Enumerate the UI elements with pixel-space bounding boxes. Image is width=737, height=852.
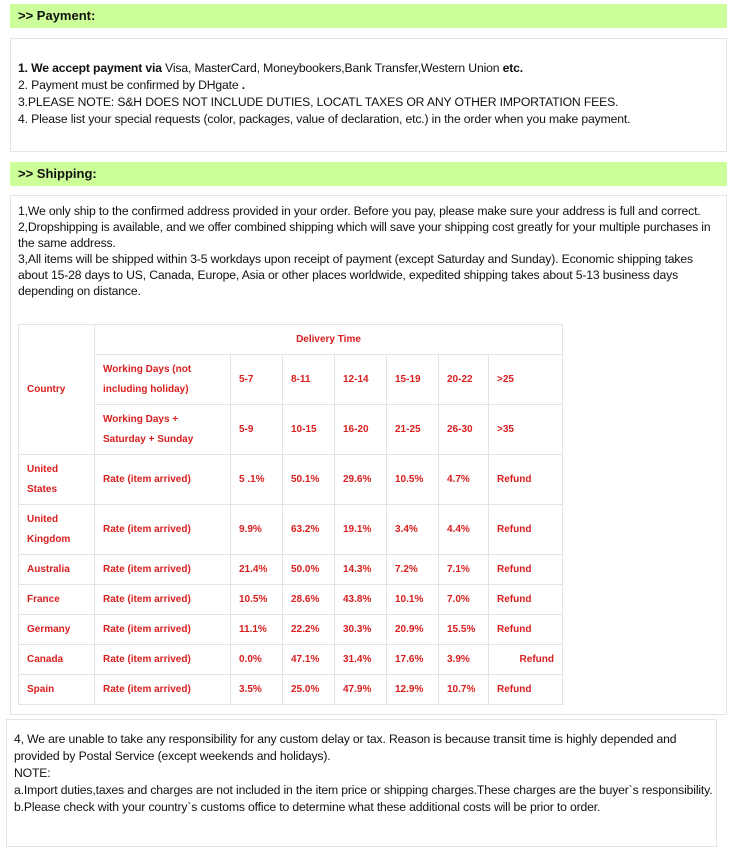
payment-line-1-etc: etc. [502, 61, 524, 75]
rate-cell: 30.3% [335, 615, 387, 645]
rate-cell: 22.2% [283, 615, 335, 645]
rate-cell: Refund [489, 645, 563, 675]
working-days-label: Working Days (not including holiday) [95, 355, 231, 405]
shipping-para-2: 2,Dropshipping is available, and we offer combined shipping which will save your shipping cost greatly for your multiple purchases in the same address. [18, 220, 711, 250]
country-cell: Spain [19, 675, 95, 705]
notes [14, 731, 719, 816]
payment-line-2 [18, 77, 630, 94]
country-cell: United Kingdom [19, 505, 95, 555]
working-sat-cell: 10-15 [283, 405, 335, 455]
rate-cell: 5 .1% [231, 455, 283, 505]
table-row [19, 505, 563, 555]
rate-label: Rate (item arrived) [95, 455, 231, 505]
working-days-cell: >25 [489, 355, 563, 405]
rate-cell: 50.0% [283, 555, 335, 585]
rate-cell: Refund [489, 675, 563, 705]
rate-cell: 25.0% [283, 675, 335, 705]
working-sat-cell: 16-20 [335, 405, 387, 455]
country-cell: Australia [19, 555, 95, 585]
working-sat-label: Working Days + Saturday + Sunday [95, 405, 231, 455]
rate-cell: 12.9% [387, 675, 439, 705]
notes-item-a: a.Import duties,taxes and charges are not included in the item price or shipping charges.These charges are the buyer`s responsibility. [14, 783, 713, 797]
rate-cell: Refund [489, 555, 563, 585]
rate-cell: 47.9% [335, 675, 387, 705]
shipping-para-3: 3,All items will be shipped within 3-5 workdays upon receipt of payment (except Saturday and Sunday). Economic shipping takes about 15-28 days to US, Canada, Europe, Asia or other places worldwide, expedited shipping takes about 5-13 business days depending on distance. [18, 252, 693, 298]
table-row [19, 645, 563, 675]
rate-cell: 9.9% [231, 505, 283, 555]
notes-label: NOTE: [14, 766, 51, 780]
notes-item-b: b.Please check with your country`s customs office to determine what these additional costs will be prior to order. [14, 800, 601, 814]
rate-label: Rate (item arrived) [95, 505, 231, 555]
country-cell: United States [19, 455, 95, 505]
working-sat-cell: 26-30 [439, 405, 489, 455]
working-days-cell: 8-11 [283, 355, 335, 405]
delivery-time-table [18, 324, 563, 705]
table-row [19, 615, 563, 645]
rate-cell: 11.1% [231, 615, 283, 645]
working-sat-cell: 5-9 [231, 405, 283, 455]
table-row [19, 585, 563, 615]
rate-cell: 47.1% [283, 645, 335, 675]
working-days-row [19, 355, 563, 405]
working-days-cell: 12-14 [335, 355, 387, 405]
country-cell: Germany [19, 615, 95, 645]
rate-cell: 7.2% [387, 555, 439, 585]
payment-header: >> Payment: [10, 4, 727, 28]
working-sat-cell: >35 [489, 405, 563, 455]
rate-cell: 15.5% [439, 615, 489, 645]
rate-cell: 10.5% [231, 585, 283, 615]
payment-line-2-end: . [238, 78, 246, 92]
rate-cell: 19.1% [335, 505, 387, 555]
payment-terms [18, 60, 630, 128]
working-days-cell: 20-22 [439, 355, 489, 405]
table-row [19, 555, 563, 585]
rate-cell: Refund [489, 505, 563, 555]
rate-cell: 28.6% [283, 585, 335, 615]
rate-cell: 4.7% [439, 455, 489, 505]
rate-cell: 3.4% [387, 505, 439, 555]
rate-cell: 14.3% [335, 555, 387, 585]
rate-cell: 4.4% [439, 505, 489, 555]
rate-cell: Refund [489, 585, 563, 615]
working-sat-row [19, 405, 563, 455]
payment-line-1 [18, 60, 630, 77]
rate-cell: 21.4% [231, 555, 283, 585]
rate-label: Rate (item arrived) [95, 675, 231, 705]
rate-cell: 50.1% [283, 455, 335, 505]
rate-label: Rate (item arrived) [95, 555, 231, 585]
rate-cell: 10.1% [387, 585, 439, 615]
payment-line-4: 4. Please list your special requests (color, packages, value of declaration, etc.) in the order when you make payment. [18, 112, 631, 126]
rate-cell: Refund [489, 455, 563, 505]
rate-cell: 3.9% [439, 645, 489, 675]
country-cell: Canada [19, 645, 95, 675]
payment-line-2-text: 2. Payment must be confirmed by DHgate [18, 78, 239, 92]
rate-cell: 7.0% [439, 585, 489, 615]
shipping-header: >> Shipping: [10, 162, 727, 186]
table-header-row [19, 325, 563, 355]
delivery-time-header: Delivery Time [95, 325, 563, 355]
rate-label: Rate (item arrived) [95, 615, 231, 645]
rate-cell: 7.1% [439, 555, 489, 585]
table-row [19, 675, 563, 705]
rate-cell: Refund [489, 615, 563, 645]
payment-line-1-bold: 1. We accept payment via [18, 61, 162, 75]
rate-cell: 10.5% [387, 455, 439, 505]
shipping-para-1: 1,We only ship to the confirmed address provided in your order. Before you pay, please make sure your address is full and correct. [18, 204, 701, 218]
rate-cell: 3.5% [231, 675, 283, 705]
country-cell: France [19, 585, 95, 615]
shipping-terms [18, 203, 723, 299]
rate-label: Rate (item arrived) [95, 645, 231, 675]
working-days-cell: 5-7 [231, 355, 283, 405]
rate-cell: 0.0% [231, 645, 283, 675]
working-sat-cell: 21-25 [387, 405, 439, 455]
working-days-cell: 15-19 [387, 355, 439, 405]
rate-cell: 63.2% [283, 505, 335, 555]
rate-cell: 10.7% [439, 675, 489, 705]
payment-methods: Visa, MasterCard, Moneybookers,Bank Transfer,Western Union [161, 61, 503, 75]
rate-label: Rate (item arrived) [95, 585, 231, 615]
rate-cell: 20.9% [387, 615, 439, 645]
rate-cell: 31.4% [335, 645, 387, 675]
rate-cell: 17.6% [387, 645, 439, 675]
payment-line-3: 3.PLEASE NOTE: S&H DOES NOT INCLUDE DUTIES, LOCATL TAXES OR ANY OTHER IMPORTATION FEES. [18, 95, 619, 109]
table-row [19, 455, 563, 505]
country-header: Country [19, 325, 95, 455]
rate-cell: 43.8% [335, 585, 387, 615]
rate-cell: 29.6% [335, 455, 387, 505]
notes-para-4: 4, We are unable to take any responsibility for any custom delay or tax. Reason is because transit time is highly depended and provided by Postal Service (except weekends and holidays). [14, 732, 677, 763]
